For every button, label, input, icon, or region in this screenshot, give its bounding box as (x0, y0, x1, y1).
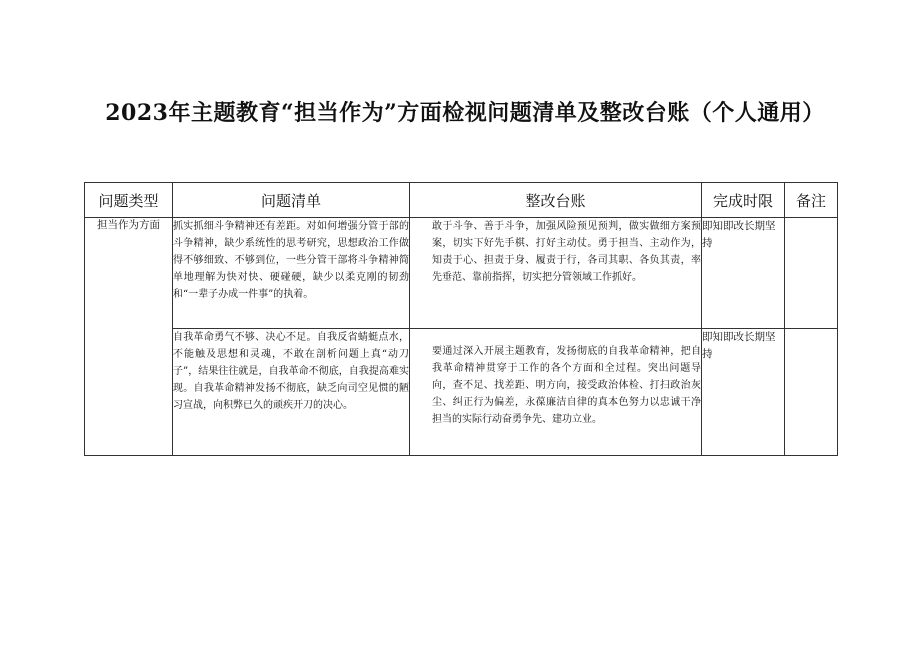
header-problem-type: 问题类型 (85, 183, 173, 218)
problem-description-cell: 自我革命勇气不够、决心不足。自我反省蜻蜓点水，不能触及思想和灵魂，不敢在剖析问题上真“动刀子”，结果往往就是，自我革命不彻底，自我提高难实现。自我革命精神发扬不彻底，缺乏向司空见惯的陋习宣战，向积弊已久的顽疾开刀的决心。 (173, 329, 410, 456)
rectification-ledger-table (84, 182, 838, 456)
deadline-cell: 即知即改长期坚持 (702, 329, 785, 456)
problem-description-cell: 抓实抓细斗争精神还有差距。对如何增强分管于部的斗争精神，缺少系统性的思考研究，思想政治工作做得不够细致、不够到位，一些分管干部将斗争精神简单地理解为快对快、硬碰硬，缺少以柔克刚的韧劲和“一辈子办成一件事”的执着。 (173, 218, 410, 329)
table-row (85, 218, 838, 329)
rectification-measure-cell (410, 329, 702, 456)
header-deadline: 完成时限 (702, 183, 785, 218)
problem-category-cell: 担当作为方面 (85, 218, 173, 456)
rectification-measure-text: 敢于斗争、善于斗争，加强风险预见预判，做实做细方案预案，切实下好先手棋、打好主动仗。勇于担当、主动作为，知责于心、担责于身、履责于行，各司其职、各负其责，率先垂范、靠前指挥，切实把分管领域工作抓好。 (432, 221, 701, 283)
table-header-row (85, 183, 838, 218)
remarks-cell (785, 218, 838, 329)
header-problem-list: 问题清单 (173, 183, 410, 218)
rectification-measure-cell (410, 218, 702, 329)
header-remarks: 备注 (785, 183, 838, 218)
document-title: 2023年主题教育“担当作为”方面检视问题清单及整改台账（个人通用） (105, 100, 825, 126)
table-row (85, 329, 838, 456)
rectification-measure-text: 要通过深入开展主题教育，发扬彻底的自我革命精神，把自我革命精神贯穿于工作的各个方面和全过程。突出问题导向，查不足、找差距、明方向，接受政治体检、打扫政治灰尘、纠正行为偏差，永葆廉洁自律的真本色努力以忠诚干净担当的实际行动奋勇争先、建功立业。 (432, 346, 701, 425)
header-rectification-ledger: 整改台账 (410, 183, 702, 218)
remarks-cell (785, 329, 838, 456)
deadline-cell: 即知即改长期坚持 (702, 218, 785, 329)
